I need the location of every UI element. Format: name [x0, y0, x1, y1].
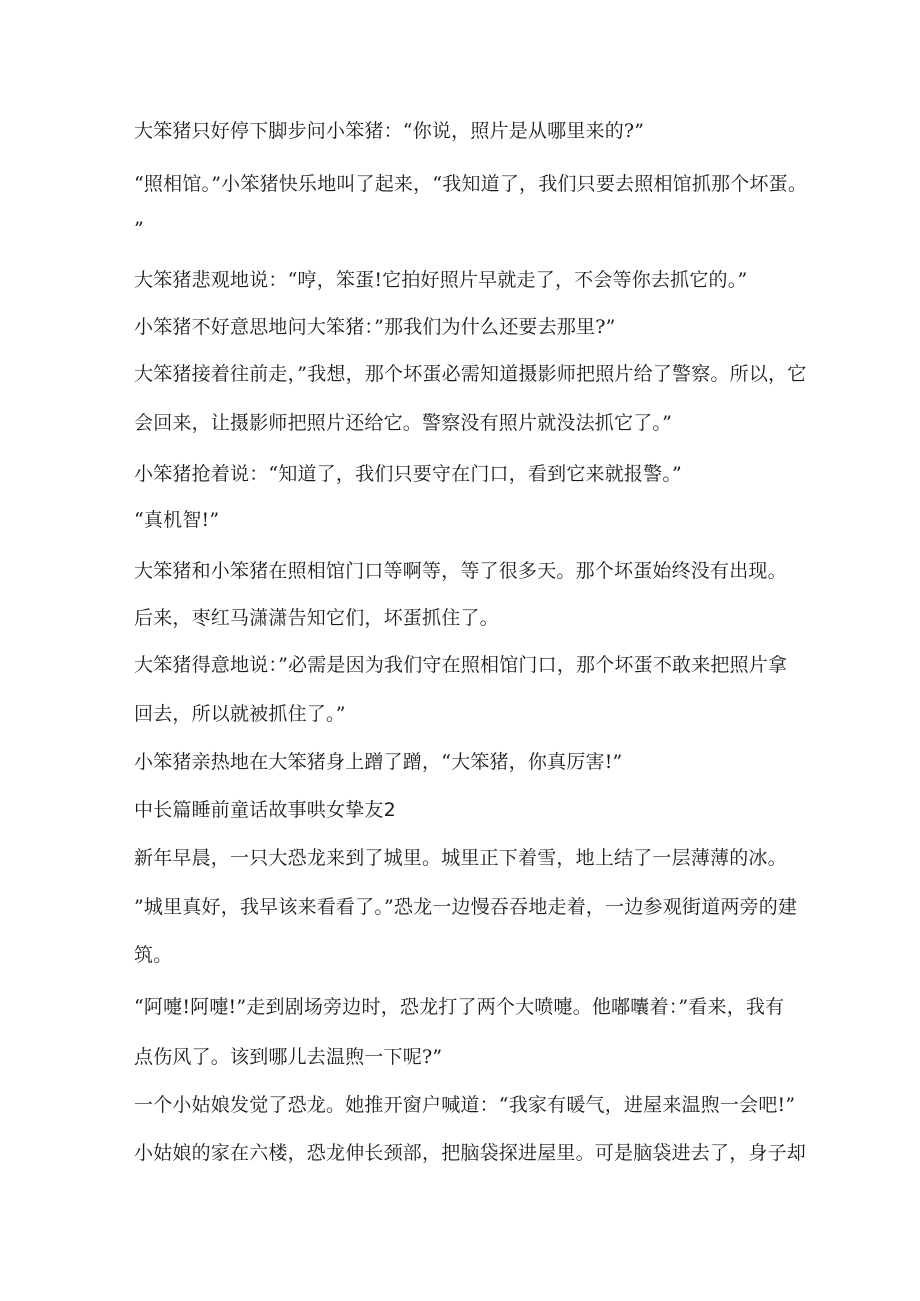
text-line: ”城里真好，我早该来看看了。”恐龙一边慢吞吞地走着，一边参观街道两旁的建: [134, 896, 798, 918]
text-line: “阿嚏!阿嚏!”走到剧场旁边时，恐龙打了两个大喷嚏。他嘟囔着：”看来，我有: [134, 996, 785, 1018]
text-line: 大笨猪只好停下脚步问小笨猪：“你说，照片是从哪里来的?”: [134, 120, 645, 142]
text-line: “真机智!”: [134, 509, 220, 531]
text-line: 小笨猪不好意思地问大笨猪：”那我们为什么还要去那里?”: [134, 316, 616, 338]
text-line: 小笨猪亲热地在大笨猪身上蹭了蹭，“大笨猪，你真厉害!”: [134, 751, 623, 773]
text-line: 回去，所以就被抓住了。”: [134, 703, 346, 725]
text-line: 筑。: [134, 944, 173, 966]
section-heading: 中长篇睡前童话故事哄女挚友2: [134, 799, 396, 821]
text-line: 会回来，让摄影师把照片还给它。警察没有照片就没法抓它了。”: [134, 412, 673, 434]
text-line: “照相馆。”小笨猪快乐地叫了起来，“我知道了，我们只要去照相馆抓那个坏蛋。: [134, 173, 808, 195]
text-line: 新年早晨，一只大恐龙来到了城里。城里正下着雪，地上结了一层薄薄的冰。: [134, 847, 787, 869]
text-line: 小姑娘的家在六楼，恐龙伸长颈部，把脑袋探进屋里。可是脑袋进去了，身子却: [134, 1142, 807, 1164]
text-line: ”: [134, 218, 144, 240]
text-line: 一个小姑娘发觉了恐龙。她推开窗户喊道：“我家有暖气，进屋来温煦一会吧!”: [134, 1094, 796, 1116]
text-line: 大笨猪和小笨猪在照相馆门口等啊等，等了很多天。那个坏蛋始终没有出现。: [134, 560, 787, 582]
text-line: 大笨猪悲观地说：“哼，笨蛋!它拍好照片早就走了，不会等你去抓它的。”: [134, 269, 748, 291]
text-line: 小笨猪抢着说：“知道了，我们只要守在门口，看到它来就报警。”: [134, 463, 682, 485]
text-line: 后来，枣红马潇潇告知它们，坏蛋抓住了。: [134, 607, 499, 629]
text-line: 大笨猪得意地说：”必需是因为我们守在照相馆门口，那个坏蛋不敢来把照片拿: [134, 654, 788, 676]
text-line: 大笨猪接着往前走，”我想，那个坏蛋必需知道摄影师把照片给了警察。所以，它: [134, 363, 807, 385]
text-line: 点伤风了。该到哪儿去温煦一下呢?”: [134, 1046, 443, 1068]
